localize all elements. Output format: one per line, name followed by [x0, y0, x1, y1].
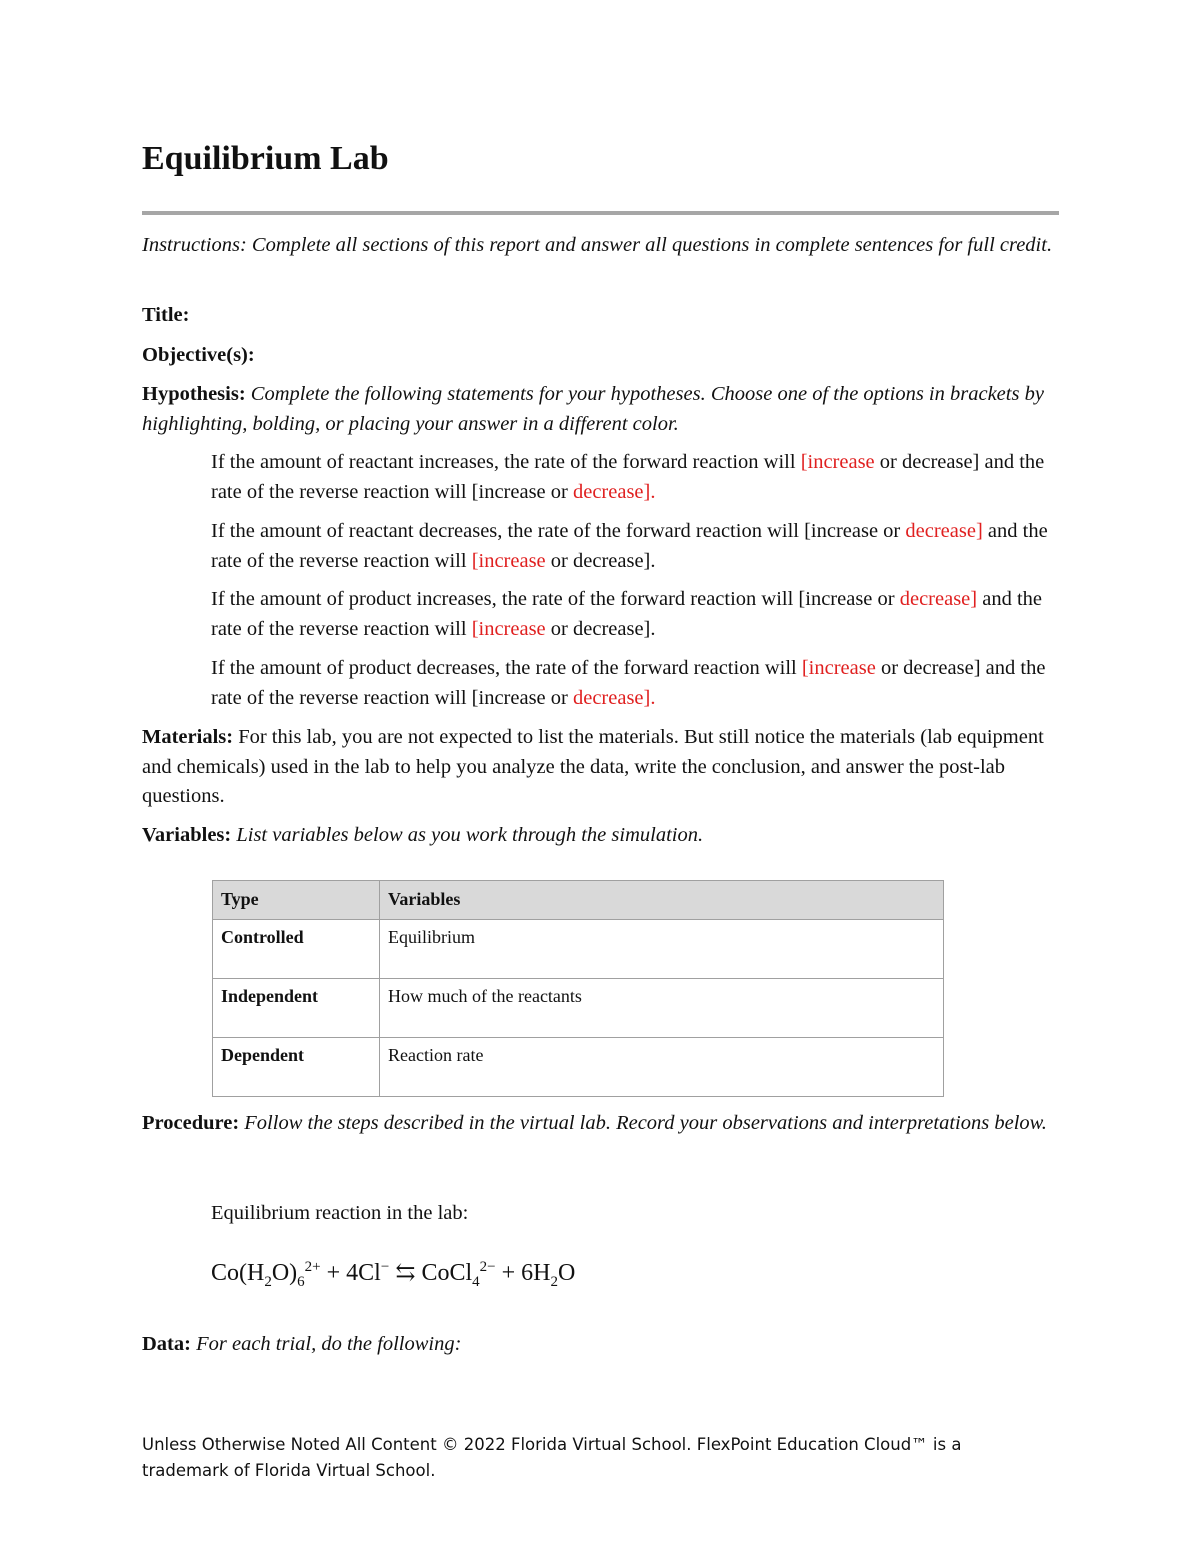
page-title: Equilibrium Lab	[142, 140, 389, 177]
equation-part: + 4Cl	[320, 1260, 381, 1286]
equation-subscript: 4	[472, 1273, 480, 1290]
equation-part: + 6H	[495, 1260, 551, 1286]
equation-superscript: 2−	[479, 1259, 496, 1275]
equation-superscript: −	[380, 1259, 390, 1275]
statement-text: If the amount of product decreases, the rate of the forward reaction will	[211, 657, 802, 679]
procedure-text: Follow the steps described in the virtual lab. Record your observations and interpretations below.	[244, 1112, 1047, 1134]
selected-answer: [increase	[800, 451, 875, 473]
table-cell-variable: Equilibrium	[380, 920, 944, 979]
hypothesis-text: Complete the following statements for your hypotheses. Choose one of the options in brackets by highlighting, bolding, or placing your answer in a different color.	[142, 383, 1044, 435]
statement-text: or decrease].	[545, 617, 656, 640]
statement-text: or decrease] and the rate of the reverse reaction will [increase or	[211, 451, 1045, 503]
table-cell-type: Controlled	[213, 920, 380, 979]
equation-subscript: 2	[550, 1273, 558, 1290]
table-cell-variable: How much of the reactants	[380, 979, 944, 1038]
hypothesis-label: Hypothesis:	[142, 383, 246, 405]
statement-text: If the amount of product increases, the rate of the forward reaction will [increase or	[211, 588, 900, 610]
selected-answer: [increase	[471, 549, 546, 572]
variables-text: List variables below as you work through the simulation.	[236, 824, 704, 846]
table-row	[213, 1038, 944, 1097]
hypothesis-statement-2	[211, 517, 1061, 576]
selected-answer: decrease].	[572, 480, 656, 503]
equation-subscript: 2	[264, 1273, 272, 1290]
hypothesis-statement-3	[211, 585, 1061, 644]
equation-part: O)	[271, 1260, 298, 1286]
procedure-section	[142, 1109, 1062, 1139]
data-label: Data:	[142, 1333, 191, 1355]
table-header-row	[213, 881, 944, 920]
table-header-cell: Type	[213, 881, 380, 920]
table-row	[213, 979, 944, 1038]
variables-table	[212, 880, 944, 1097]
table-cell-variable: Reaction rate	[380, 1038, 944, 1097]
selected-answer: [increase	[801, 657, 876, 679]
table-cell-type: Dependent	[213, 1038, 380, 1097]
statement-text: If the amount of reactant increases, the rate of the forward reaction will	[211, 451, 801, 473]
title-divider	[142, 211, 1059, 215]
statement-text: If the amount of reactant decreases, the rate of the forward reaction will [increase or	[211, 520, 906, 542]
instructions-text: Instructions: Complete all sections of this report and answer all questions in complete sentences for full credit.	[142, 234, 1053, 256]
statement-text: and the rate of the reverse reaction will	[211, 588, 1043, 640]
variables-section	[142, 821, 1062, 851]
data-text: For each trial, do the following:	[196, 1333, 462, 1355]
variables-label: Variables:	[142, 824, 232, 846]
materials-label: Materials:	[142, 726, 234, 748]
hypothesis-section	[142, 380, 1062, 439]
table-row	[213, 920, 944, 979]
equation-subscript: 6	[297, 1273, 305, 1290]
materials-text: For this lab, you are not expected to list the materials. But still notice the materials (lab equipment and chemicals) used in the lab to help you analyze the data, write the conclusion, and answer the post-lab questions.	[142, 726, 1044, 807]
statement-text: or decrease].	[545, 549, 656, 572]
equilibrium-equation	[211, 1258, 575, 1291]
title-label: Title:	[142, 304, 190, 326]
hypothesis-statement-1	[211, 448, 1061, 507]
selected-answer: decrease].	[572, 686, 656, 709]
objective-label: Objective(s):	[142, 344, 255, 366]
procedure-label: Procedure:	[142, 1112, 240, 1134]
statement-text: and the rate of the reverse reaction will	[211, 520, 1048, 572]
equation-part: ⇆ CoCl	[389, 1260, 473, 1286]
equation-part: Co(H	[211, 1260, 265, 1286]
equation-superscript: 2+	[304, 1259, 321, 1275]
data-section	[142, 1330, 1062, 1360]
equation-part: O	[557, 1260, 576, 1286]
materials-section	[142, 723, 1062, 812]
statement-text: or decrease] and the rate of the reverse reaction will [increase or	[211, 657, 1046, 709]
selected-answer: decrease]	[899, 588, 978, 610]
reaction-intro: Equilibrium reaction in the lab:	[211, 1202, 469, 1224]
selected-answer: decrease]	[905, 520, 983, 542]
page-footer: Unless Otherwise Noted All Content © 2022 Florida Virtual School. FlexPoint Education Cloud™ is a trademark of Florida Virtual School.	[142, 1435, 962, 1480]
table-cell-type: Independent	[213, 979, 380, 1038]
hypothesis-statement-4	[211, 654, 1061, 713]
selected-answer: [increase	[471, 617, 546, 640]
table-header-cell: Variables	[380, 881, 944, 920]
